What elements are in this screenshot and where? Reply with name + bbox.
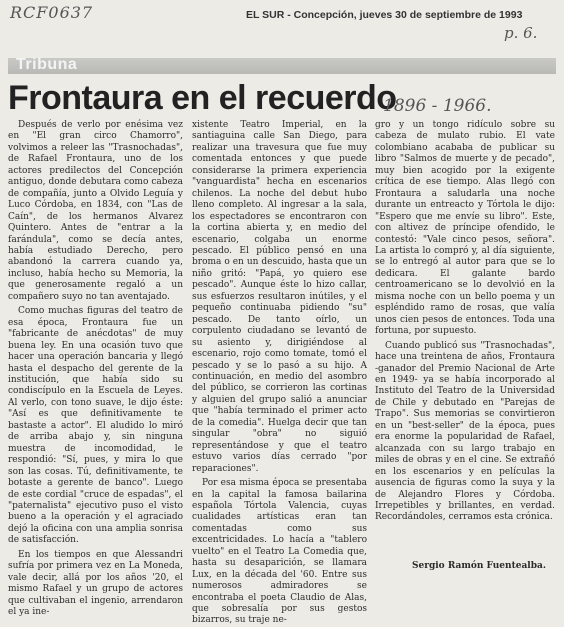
article-byline: Sergio Ramón Fuentealba. (412, 561, 546, 571)
paragraph: En los tiempos en que Alessandri sufría por primera vez en La Moneda, vale decir, allá por los años '20, el mismo Rafael y un grupo de actores que cultivaban el ingenio, arrendaron el ya ine- (8, 549, 183, 618)
paragraph: xistente Teatro Imperial, en la santiaguina calle San Diego, para realizar una travesura que fue muy comentada entonces y que puede considerarse la primera experiencia "vanguardista" hecha en escenarios chilenos. La noche del debut hubo lleno completo. Al ingresar a la sala, los espectadores se encontraron con la cortina abierta y, en medio del escenario, colgaba un enorme pescado. El público pensó en una broma o en un descuido, hasta que un niño gritó: "Papá, yo quiero ese pescado". Aunque éste lo hizo callar, sus esfuerzos resultaron inútiles, y el pequeño continuaba pidiendo "su" pescado. De tanto oírlo, un corpulento ciudadano se levantó de su asiento y, dirigiéndose al escenario, rojo como tomate, tomó el pescado y se lo pasó a su hijo. A continuación, en medio del asombro del público, se corrieron las cortinas y alguien del grupo salió a anunciar que "había terminado el primer acto de la comedia". Huelga decir que tan singular "obra" no siguió representándose y que el teatro estuvo varios días cerrado "por reparaciones". (192, 120, 367, 474)
article-headline: Frontaura en el recuerdo (8, 79, 397, 117)
handwritten-archive-code: RCF0637 (10, 3, 94, 22)
paragraph: Como muchas figuras del teatro de esa época, Frontaura fue un "fabricante de anécdotas" de muy buena ley. En una ocasión tuvo que hacer una operación bancaria y llegó hasta el despacho del gerente de la institución, que había sido su condiscípulo en la Escuela de Leyes. Al verlo, con tono suave, le dijo éste: "Así es que definitivamente te bastaste a actor". El aludido lo miró de arriba abajo y, sin ninguna muestra de incomodidad, le respondió: "Sí, pues, y mira lo que son las cosas. Tú, definitivamente, te botaste a gerente de banco". Luego de este cordial "cruce de espadas", el "paternalista" ejecutivo puso el visto bueno a la operación y el agraciado dejó la oficina con una amplia sonrisa de satisfacción. (8, 306, 183, 546)
paragraph: Cuando publicó sus "Trasnochadas", hace una treintena de años, Frontaura -ganador del Premio Nacional de Arte en 1949- ya se había incorporado al Instituto del Teatro de la Universidad de Chile y debutado en "Parejas de Trapo". Sus memorias se convirtieron en un "best-seller" de la época, pues era enorme la popularidad de Rafael, alcanzada con su largo trabajo en miles de obras y en el cine. Se extrañó en los escenarios y en películas la ausencia de figuras como la suya y la de Alejandro Flores y Córdoba. Irrepetibles y brillantes, en verdad. Recordándoles, cerramos esta crónica. (375, 340, 555, 523)
handwritten-page-number: p. 6. (504, 24, 538, 42)
handwritten-years: 1896 - 1966. (383, 96, 492, 116)
newspaper-masthead: EL SUR - Concepción, jueves 30 de septiembre de 1993 (246, 9, 523, 21)
section-label: Tribuna (16, 56, 78, 73)
paragraph: Por esa misma época se presentaba en la capital la famosa bailarina española Tórtola Valencia, cuyas cualidades artísticas eran tan comentadas como sus excentricidades. Lo hacía a "tablero vuelto" en el Teatro La Comedia que, hasta su desaparición, se llamara Lux, en la década del '60. Entre sus numerosos admiradores se encontraba el poeta Claudio de Alas, que sobresalía por sus gestos bizarros, su traje ne- (192, 478, 367, 626)
article-column-2 (192, 120, 367, 626)
article-column-1 (8, 120, 183, 618)
section-banner (8, 58, 556, 74)
paragraph: Después de verlo por enésima vez en "El gran circo Chamorro", volvimos a releer las "Trasnochadas", de Rafael Frontaura, uno de los actores predilectos del Concepción antiguo, donde debutara como cabeza de compañía, junto a Olvido Leguía y Luco Córdoba, en 1834, con "Las de Caín", de los hermanos Alvarez Quintero. Antes de "entrar a la farándula", como se decía antes, había estudiado Derecho, pero abandonó la carrera cuando ya, incluso, había hecho su Memoria, la que generosamente regaló a un compañero suyo no tan aventajado. (8, 120, 183, 302)
paragraph: gro y un tongo ridículo sobre su cabeza de mulato rubio. El vate colombiano acababa de publicar su libro "Salmos de muerte y de pecado", muy bien acogido por la exigente crítica de ese tiempo. Alas llegó con Frontaura a saludarla una noche durante un entreacto y Tórtola le dijo: "Espero que me envíe su libro". Este, con altivez de príncipe ofendido, le contestó: "Vale cinco pesos, señora". La artista lo compró y, al día siguiente, se lo entregó al autor para que se lo dedicara. El galante bardo centroamericano se lo devolvió en la misma noche con un bello poema y un espléndido ramo de rosas, que valía unos cien pesos de entonces. Toda una fortuna, por supuesto. (375, 120, 555, 337)
article-column-3 (375, 120, 555, 600)
